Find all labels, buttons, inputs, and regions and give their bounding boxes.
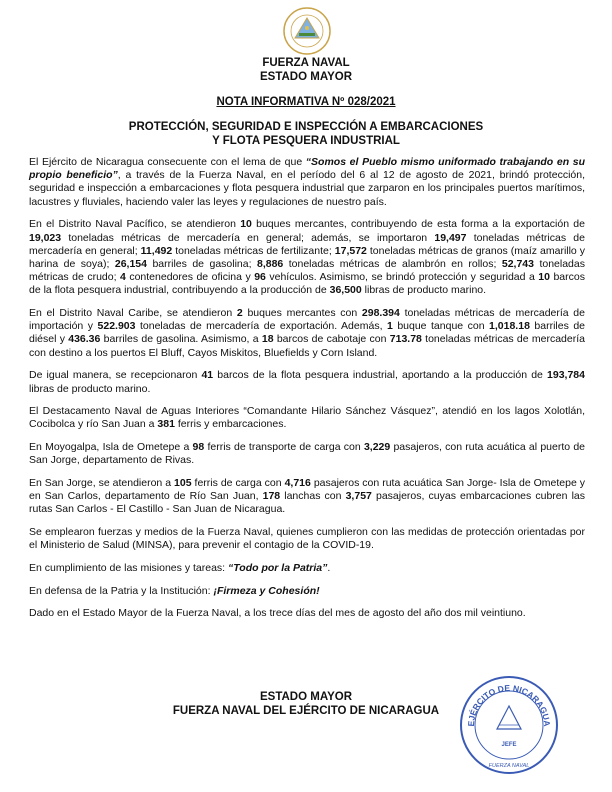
paragraph-san-jorge: En San Jorge, se atendieron a 105 ferris de carga con 4,716 pasajeros con ruta acuática San Jorge- Isla de Ometepe y en San Carlos, departamento de Río San Juan, 178 lanchas con 3,757 pasajeros, cuyas embarcaciones cubren las rutas San Carlos - El Castillo - San Juan de Nicaragua.: [29, 477, 586, 516]
nicaragua-coat-of-arms-icon: [282, 6, 332, 56]
title-line-1: PROTECCIÓN, SEGURIDAD E INSPECCIÓN A EMBARCACIONES: [128, 121, 484, 133]
paragraph-motto-1: En cumplimiento de las misiones y tareas: “Todo por la Patria”.: [29, 562, 331, 575]
paragraph-covid: Se emplearon fuerzas y medios de la Fuerza Naval, quienes cumplieron con las medidas de protección orientadas por el Ministerio de Salud (MINSA), para prevenir el contagio de la COVID-19.: [29, 526, 585, 552]
paragraph-closing: Dado en el Estado Mayor de la Fuerza Naval, a los trece días del mes de agosto del año dos mil veintiuno.: [29, 607, 526, 620]
document-number: NOTA INFORMATIVA Nº 028/2021: [216, 96, 396, 108]
dept-name: ESTADO MAYOR: [259, 71, 352, 83]
document-body: [29, 156, 585, 630]
svg-text:EJÉRCITO DE NICARAGUA: EJÉRCITO DE NICARAGUA: [465, 682, 553, 727]
document-title: [0, 120, 612, 148]
paragraph-inland-waters: El Destacamento Naval de Aguas Interiores “Comandante Hilario Sánchez Vásquez”, atendió en los lagos Xolotlán, Cocibolca y río San Juan a 381 ferris y embarcaciones.: [29, 405, 585, 431]
paragraph-caribbean: En el Distrito Naval Caribe, se atendieron 2 buques mercantes con 298.394 toneladas métricas de mercadería de importación y 522.903 toneladas de mercadería de exportación. Además, 1 buque tanque con 1,018.18 barriles de diésel y 436.36 barriles de gasolina. Asimismo, a 18 barcos de cabotaje con 713.78 toneladas métricas de mercadería con destino a los puertos El Bluff, Cayos Miskitos, Bluefields y Corn Island.: [29, 307, 585, 359]
signature-line-1: ESTADO MAYOR: [259, 691, 352, 703]
paragraph-pacific: En el Distrito Naval Pacífico, se atendieron 10 buques mercantes, contribuyendo de esta forma a la exportación de 19,023 toneladas métricas de mercadería en general; además, se importaron 19,497 toneladas métricas de mercadería en general; 11,492 toneladas métricas de fertilizante; 17,572 toneladas métricas de granos (maíz amarillo y harina de soya); 26,154 barriles de gasolina; 8,886 toneladas métricas de alambrón en rollos; 52,743 toneladas métricas de crudo; 4 contenedores de oficina y 96 vehículos. Asimismo, se brindó protección y seguridad a 10 barcos de la flota pesquera industrial, contribuyendo a la producción de 36,500 libras de producto marino.: [29, 218, 586, 297]
org-name: FUERZA NAVAL: [262, 57, 350, 69]
paragraph-motto-2: En defensa de la Patria y la Institución: ¡Firmeza y Cohesión!: [29, 584, 320, 597]
paragraph-intro: El Ejército de Nicaragua consecuente con el lema de que “Somos el Pueblo mismo uniformado trabajando en su propio beneficio”, a través de la Fuerza Naval, en el período del 6 al 12 de agosto de 2021, brindó protección, seguridad e inspección a embarcaciones y flota pesquera industrial que zarparon en los principales puertos marítimos, lacustres y fluviales, haciendo valer las leyes y regulaciones de nuestro país.: [29, 156, 585, 208]
paragraph-moyogalpa: En Moyogalpa, Isla de Ometepe a 98 ferris de transporte de carga con 3,229 pasajeros, con ruta acuática al puerto de San Jorge, departamento de Rivas.: [29, 441, 585, 467]
official-stamp-icon: [458, 674, 560, 776]
svg-text:FUERZA NAVAL: FUERZA NAVAL: [488, 763, 530, 769]
signature-line-2: FUERZA NAVAL DEL EJÉRCITO DE NICARAGUA: [172, 705, 440, 717]
paragraph-fishing: De igual manera, se recepcionaron 41 barcos de la flota pesquera industrial, aportando a la producción de 193,784 libras de producto marino.: [29, 369, 585, 395]
svg-text:JEFE: JEFE: [501, 742, 517, 748]
title-line-2: Y FLOTA PESQUERA INDUSTRIAL: [212, 135, 400, 147]
